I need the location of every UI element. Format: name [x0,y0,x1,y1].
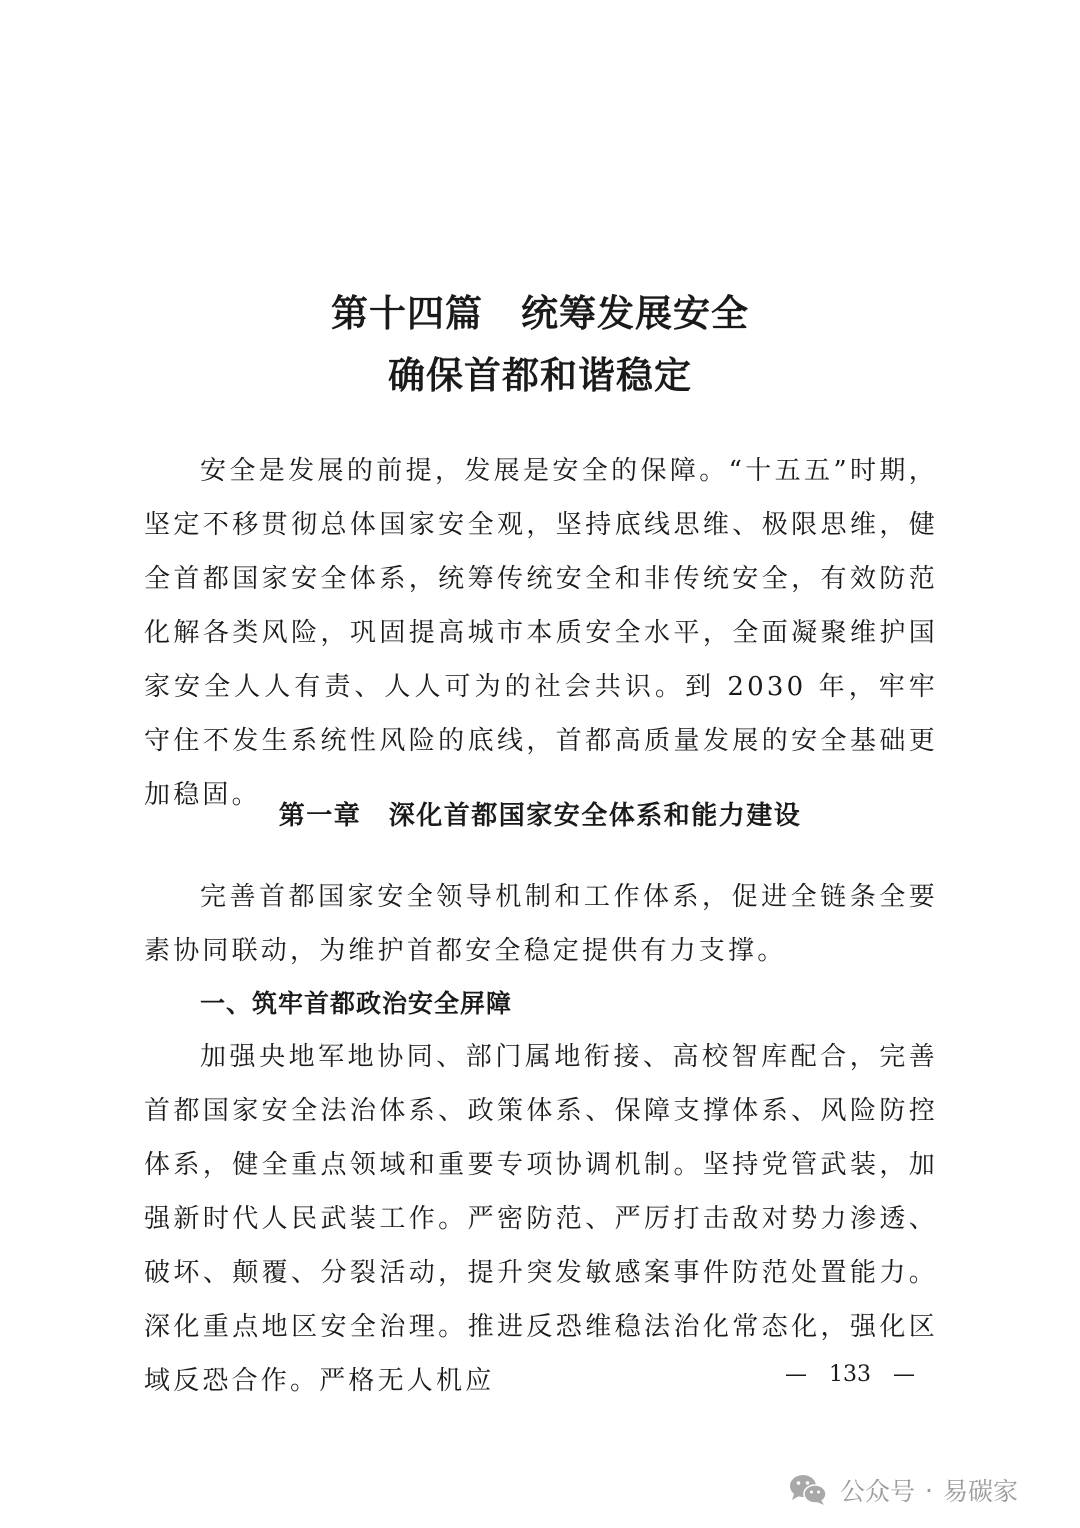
chapter-intro-paragraph: 完善首都国家安全领导机制和工作体系，促进全链条全要素协同联动，为维护首都安全稳定提供有力支撑。 [144,882,938,966]
watermark [788,1470,1018,1510]
page-title [0,282,1080,406]
watermark-account-type: 公众号 [840,1477,916,1506]
watermark-separator: · [925,1475,933,1505]
chapter-heading: 第一章 深化首都国家安全体系和能力建设 [278,801,802,831]
intro-paragraph: 安全是发展的前提，发展是安全的保障。“十五五”时期，坚定不移贯彻总体国家安全观，坚持底线思维、极限思维，健全首都国家安全体系，统筹传统安全和非传统安全，有效防范化解各类风险，巩固提高城市本质安全水平，全面凝聚维护国家安全人人有责、人人可为的社会共识。到 2030 年，牢牢守住不发生系统性风险的底线，首都高质量发展的安全基础更加稳固。 [144,456,938,810]
page-number: — 133 — [785,1362,915,1387]
wechat-icon [788,1472,828,1508]
title-line-2: 确保首都和谐稳定 [388,353,692,397]
section-heading: 一、筑牢首都政治安全屏障 [200,989,513,1018]
section-paragraph: 加强央地军地协同、部门属地衔接、高校智库配合，完善首都国家安全法治体系、政策体系、保障支撑体系、风险防控体系，健全重点领域和重要专项协调机制。坚持党管武装，加强新时代人民武装工作。严密防范、严厉打击敌对势力渗透、破坏、颠覆、分裂活动，提升突发敏感案事件防范处置能力。深化重点地区安全治理。推进反恐维稳法治化常态化，强化区域反恐合作。严格无人机应 [144,1042,938,1396]
title-line-1: 第十四篇 统筹发展安全 [331,291,749,335]
watermark-account-name: 易碳家 [942,1477,1018,1506]
